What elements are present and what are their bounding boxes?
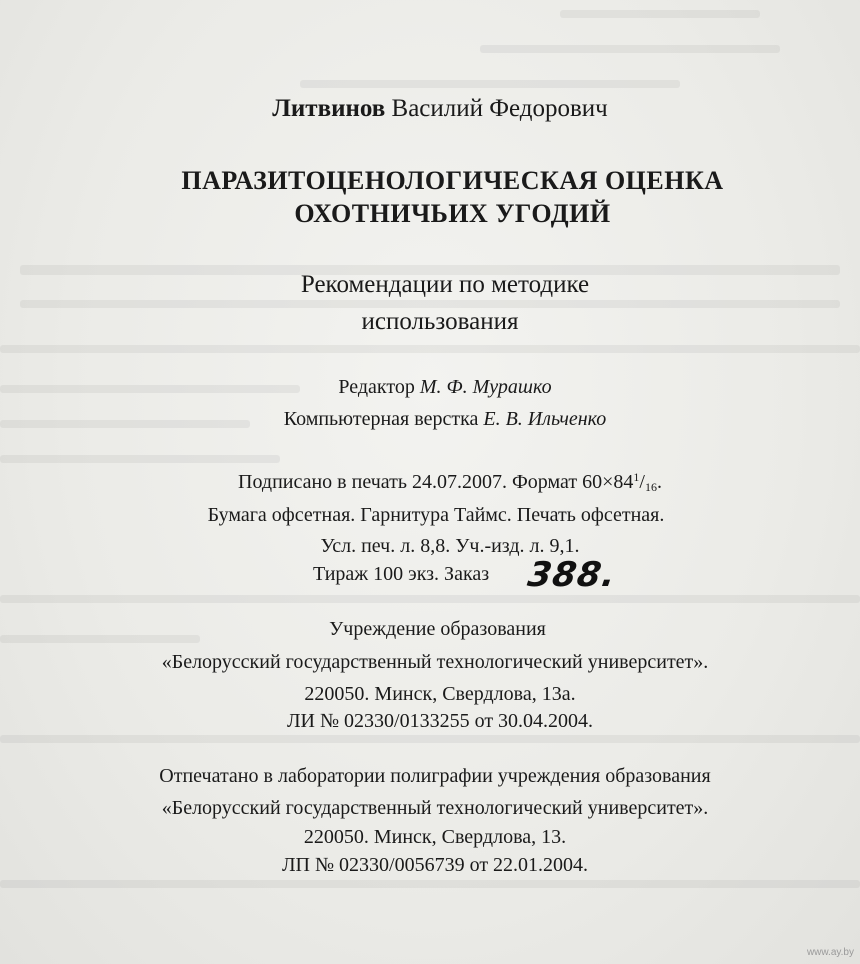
format-end: . <box>656 471 662 493</box>
show-through <box>0 735 860 743</box>
publisher-line-4: ЛИ № 02330/0133255 от 30.04.2004. <box>286 710 594 732</box>
printer-line-1: Отпечатано в лаборатории полиграфии учреждения образования <box>159 765 711 787</box>
site-watermark: www.ay.by <box>806 947 854 958</box>
publisher-line-2: «Белорусский государственный технологический университет». <box>161 651 709 673</box>
format-denominator: 16 <box>644 480 657 494</box>
circulation-line: Тираж 100 экз. Заказ <box>313 563 490 585</box>
paper-line: Бумага офсетная. Гарнитура Таймс. Печать офсетная. <box>207 504 665 526</box>
show-through <box>0 595 860 603</box>
show-through <box>300 80 680 88</box>
show-through <box>0 345 860 353</box>
signed-to-print-line: Подписано в печать 24.07.2007. Формат $60\times 84^1/_{16}$. <box>238 470 662 494</box>
printer-line-4: ЛП № 02330/0056739 от 22.01.2004. <box>281 854 589 876</box>
editor-name: М. Ф. Мурашко <box>419 376 552 398</box>
author-name <box>0 95 860 123</box>
book-title-line-2: ОХОТНИЧЬИХ УГОДИЙ <box>294 199 611 228</box>
show-through <box>480 45 780 53</box>
layout-name: Е. В. Ильченко <box>483 408 607 430</box>
signed-prefix: Подписано в печать 24.07.2007. Формат 60×84 <box>238 471 634 493</box>
show-through <box>0 455 280 463</box>
author-given-names: Василий Федорович <box>391 95 608 122</box>
editor-label: Редактор <box>338 376 415 398</box>
layout-credit <box>0 408 860 431</box>
show-through <box>20 300 840 308</box>
printer-line-2: «Белорусский государственный технологический университет». <box>161 797 709 819</box>
editor-credit <box>0 376 860 399</box>
handwritten-order-number: 388. <box>525 555 619 595</box>
format-numerator: 1 <box>633 470 640 484</box>
publisher-line-3: 220050. Минск, Свердлова, 13а. <box>304 683 576 705</box>
author-surname: Литвинов <box>272 95 386 122</box>
subtitle-line-2: использования <box>361 308 519 335</box>
show-through <box>0 880 860 888</box>
publisher-line-1: Учреждение образования <box>329 618 546 640</box>
book-title-line-1: ПАРАЗИТОЦЕНОЛОГИЧЕСКАЯ ОЦЕНКА <box>181 166 724 195</box>
sheets-line: Усл. печ. л. 8,8. Уч.-изд. л. 9,1. <box>320 535 580 557</box>
layout-label: Компьютерная верстка <box>283 408 479 430</box>
show-through <box>560 10 760 18</box>
printer-line-3: 220050. Минск, Свердлова, 13. <box>303 826 567 848</box>
subtitle-line-1: Рекомендации по методике <box>300 271 590 298</box>
